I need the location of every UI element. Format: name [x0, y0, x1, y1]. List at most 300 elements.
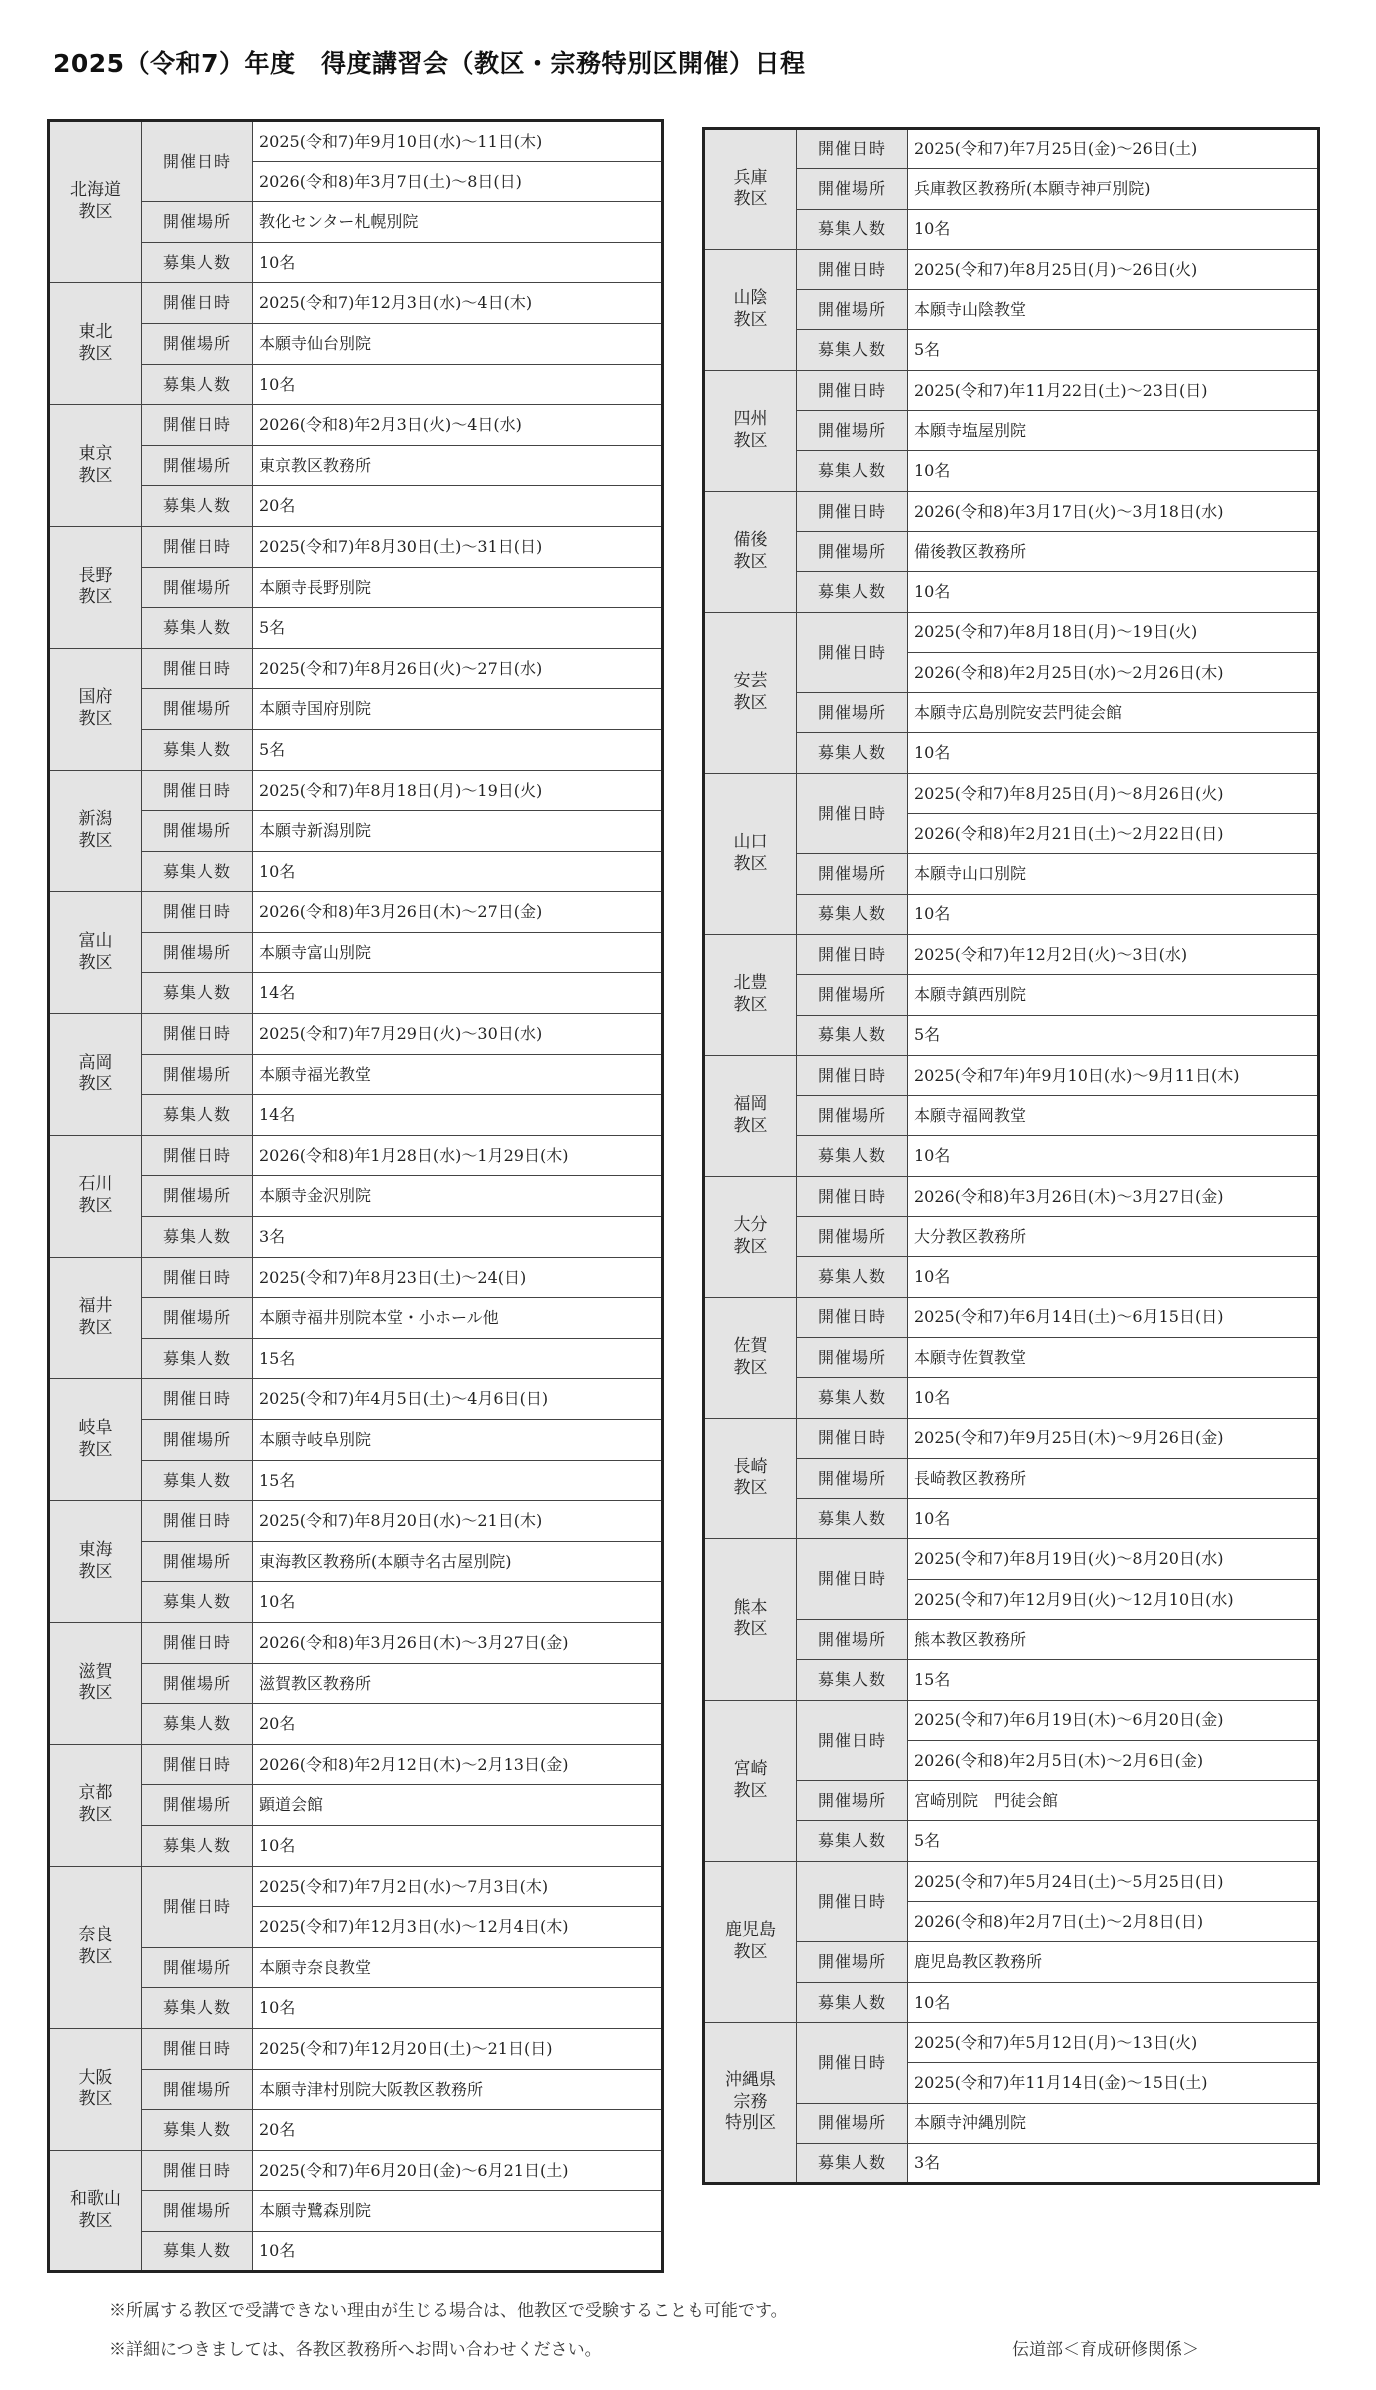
- district-row: [49, 2191, 663, 2232]
- district-name-text: 東北 教区: [78, 322, 113, 364]
- district-row: [49, 689, 663, 730]
- district-row: [49, 892, 663, 933]
- place-label: 開催場所: [142, 445, 253, 486]
- place-label: 開催場所: [797, 411, 908, 451]
- district-name-text: 新潟 教区: [78, 809, 113, 851]
- district-name: [704, 1418, 797, 1539]
- date-value: 2025(令和7)年5月12日(月)～13日(火): [908, 2022, 1319, 2062]
- date-value: 2025(令和7)年9月25日(木)～9月26日(金): [908, 1418, 1319, 1458]
- date-value: 2025(令和7)年7月25日(金)～26日(土): [908, 129, 1319, 169]
- count-value: 20名: [253, 2110, 663, 2151]
- district-row: [704, 1942, 1319, 1982]
- district-row: [49, 526, 663, 567]
- district-row: [49, 1460, 663, 1501]
- district-name-text: 宮崎 教区: [733, 1758, 768, 1801]
- district-row: [704, 733, 1319, 773]
- date-value: 2026(令和8)年2月12日(木)～2月13日(金): [253, 1744, 663, 1785]
- place-label: 開催場所: [797, 1096, 908, 1136]
- count-value: 10名: [253, 1582, 663, 1623]
- district-row: [704, 1700, 1319, 1740]
- district-name-text: 安芸 教区: [733, 670, 768, 713]
- district-row: [704, 1176, 1319, 1216]
- district-row: [704, 1660, 1319, 1700]
- district-name-text: 福岡 教区: [733, 1094, 768, 1136]
- district-row: [49, 811, 663, 852]
- place-label: 開催場所: [142, 202, 253, 243]
- count-value: 10名: [253, 851, 663, 892]
- district-name-text: 長崎 教区: [733, 1456, 768, 1499]
- count-value: 10名: [253, 2231, 663, 2272]
- count-label: 募集人数: [142, 2231, 253, 2272]
- date-label: 開催日時: [797, 129, 908, 169]
- district-name: [49, 770, 142, 892]
- count-label: 募集人数: [142, 1704, 253, 1745]
- district-row: [704, 1378, 1319, 1418]
- date-label: 開催日時: [797, 1055, 908, 1095]
- district-row: [49, 2069, 663, 2110]
- place-value: 東京教区教務所: [253, 445, 663, 486]
- district-row: [704, 1015, 1319, 1055]
- district-row: [49, 1744, 663, 1785]
- count-label: 募集人数: [797, 2143, 908, 2183]
- count-value: 10名: [908, 209, 1319, 249]
- district-row: [49, 1379, 663, 1420]
- place-value: 本願寺金沢別院: [253, 1176, 663, 1217]
- count-label: 募集人数: [797, 209, 908, 249]
- date-label: 開催日時: [797, 1297, 908, 1337]
- date-label: 開催日時: [142, 1257, 253, 1298]
- count-value: 10名: [908, 733, 1319, 773]
- place-label: 開催場所: [797, 290, 908, 330]
- date-label: 開催日時: [797, 249, 908, 289]
- district-row: [704, 1217, 1319, 1257]
- count-label: 募集人数: [142, 1582, 253, 1623]
- place-label: 開催場所: [142, 1947, 253, 1988]
- place-value: 本願寺鎮西別院: [908, 975, 1319, 1015]
- district-name-text: 京都 教区: [78, 1783, 113, 1826]
- place-label: 開催場所: [142, 567, 253, 608]
- district-name: [49, 1014, 142, 1136]
- district-row: [49, 242, 663, 283]
- place-value: 本願寺塩屋別院: [908, 411, 1319, 451]
- count-label: 募集人数: [797, 451, 908, 491]
- date-label: 開催日時: [142, 1135, 253, 1176]
- date-label: 開催日時: [142, 892, 253, 933]
- count-value: 5名: [908, 330, 1319, 370]
- place-value: 本願寺広島別院安芸門徒会館: [908, 693, 1319, 733]
- count-label: 募集人数: [142, 973, 253, 1014]
- place-label: 開催場所: [797, 693, 908, 733]
- place-label: 開催場所: [797, 2103, 908, 2143]
- district-row: [49, 2231, 663, 2272]
- district-row: [49, 1257, 663, 1298]
- district-row: [704, 491, 1319, 531]
- count-value: 15名: [253, 1338, 663, 1379]
- count-value: 3名: [253, 1217, 663, 1258]
- district-name-text: 石川 教区: [78, 1174, 113, 1217]
- date-value: 2025(令和7)年12月20日(土)～21日(日): [253, 2028, 663, 2069]
- schedule-table-left: [47, 119, 664, 2273]
- district-name-text: 滋賀 教区: [78, 1661, 113, 1704]
- district-row: [704, 894, 1319, 934]
- place-value: 本願寺富山別院: [253, 932, 663, 973]
- count-label: 募集人数: [142, 364, 253, 405]
- date-label: 開催日時: [142, 770, 253, 811]
- district-name: [49, 1379, 142, 1501]
- place-value: 熊本教区教務所: [908, 1619, 1319, 1659]
- district-row: [704, 1821, 1319, 1861]
- district-row: [49, 932, 663, 973]
- district-row: [704, 209, 1319, 249]
- date-value: 2025(令和7)年12月3日(水)～12月4日(木): [253, 1907, 663, 1948]
- date-value: 2025(令和7)年8月18日(月)～19日(火): [253, 770, 663, 811]
- date-value: 2025(令和7)年8月25日(月)～26日(火): [908, 249, 1319, 289]
- date-label: 開催日時: [797, 1176, 908, 1216]
- district-name-text: 佐賀 教区: [733, 1335, 768, 1378]
- district-name-text: 沖縄県 宗務 特別区: [725, 2069, 776, 2134]
- district-name: [49, 2150, 142, 2272]
- date-value: 2025(令和7)年8月25日(月)～8月26日(火): [908, 773, 1319, 813]
- count-value: 10名: [908, 1136, 1319, 1176]
- count-label: 募集人数: [797, 1136, 908, 1176]
- date-value: 2025(令和7)年8月23日(土)～24(日): [253, 1257, 663, 1298]
- place-value: 長崎教区教務所: [908, 1458, 1319, 1498]
- district-name-text: 北豊 教区: [733, 973, 768, 1015]
- count-label: 募集人数: [142, 2110, 253, 2151]
- district-row: [704, 854, 1319, 894]
- count-label: 募集人数: [797, 330, 908, 370]
- district-row: [49, 202, 663, 243]
- district-name: [704, 2022, 797, 2183]
- district-row: [49, 973, 663, 1014]
- count-label: 募集人数: [142, 242, 253, 283]
- count-value: 5名: [253, 608, 663, 649]
- place-value: 滋賀教区教務所: [253, 1663, 663, 1704]
- district-row: [49, 1338, 663, 1379]
- district-row: [49, 2028, 663, 2069]
- count-value: 10名: [253, 242, 663, 283]
- place-value: 本願寺福井別院本堂・小ホール他: [253, 1298, 663, 1339]
- date-value: 2026(令和8)年2月7日(土)～2月8日(日): [908, 1902, 1319, 1942]
- district-row: [49, 1176, 663, 1217]
- district-row: [49, 1501, 663, 1542]
- place-value: 本願寺奈良教堂: [253, 1947, 663, 1988]
- schedule-table-right: [702, 127, 1320, 2185]
- district-name: [49, 1866, 142, 2028]
- place-value: 本願寺新潟別院: [253, 811, 663, 852]
- place-label: 開催場所: [797, 975, 908, 1015]
- date-value: 2026(令和8)年2月5日(木)～2月6日(金): [908, 1740, 1319, 1780]
- date-label: 開催日時: [142, 1501, 253, 1542]
- date-value: 2025(令和7)年8月30日(土)～31日(日): [253, 526, 663, 567]
- district-name: [49, 1135, 142, 1257]
- count-value: 10名: [908, 451, 1319, 491]
- district-name-text: 大分 教区: [733, 1214, 768, 1257]
- place-label: 開催場所: [142, 1176, 253, 1217]
- place-value: 本願寺仙台別院: [253, 323, 663, 364]
- count-value: 10名: [908, 1499, 1319, 1539]
- date-value: 2025(令和7)年8月19日(火)～8月20日(水): [908, 1539, 1319, 1579]
- date-value: 2025(令和7年)年9月10日(水)～9月11日(木): [908, 1055, 1319, 1095]
- place-value: 本願寺長野別院: [253, 567, 663, 608]
- count-value: 10名: [253, 1988, 663, 2029]
- count-value: 10名: [908, 894, 1319, 934]
- district-row: [704, 2022, 1319, 2062]
- count-value: 10名: [908, 572, 1319, 612]
- count-label: 募集人数: [797, 1821, 908, 1861]
- date-label: 開催日時: [797, 934, 908, 974]
- place-label: 開催場所: [797, 854, 908, 894]
- district-name: [49, 1744, 142, 1866]
- page-title: 2025（令和7）年度 得度講習会（教区・宗務特別区開催）日程: [53, 49, 806, 78]
- place-label: 開催場所: [797, 169, 908, 209]
- district-name-text: 東海 教区: [78, 1539, 113, 1582]
- district-row: [49, 1866, 663, 1907]
- district-row: [49, 1582, 663, 1623]
- count-label: 募集人数: [142, 486, 253, 527]
- date-label: 開催日時: [797, 2022, 908, 2103]
- place-value: 本願寺山陰教堂: [908, 290, 1319, 330]
- district-row: [704, 1982, 1319, 2022]
- district-name: [49, 1622, 142, 1744]
- district-row: [704, 1257, 1319, 1297]
- district-name: [704, 370, 797, 491]
- date-label: 開催日時: [142, 121, 253, 202]
- place-label: 開催場所: [797, 1619, 908, 1659]
- count-value: 14名: [253, 1095, 663, 1136]
- district-row: [49, 851, 663, 892]
- district-row: [704, 1619, 1319, 1659]
- place-value: 本願寺鷺森別院: [253, 2191, 663, 2232]
- district-name-text: 山口 教区: [733, 832, 768, 874]
- date-value: 2025(令和7)年7月2日(水)～7月3日(木): [253, 1866, 663, 1907]
- district-name-text: 四州 教区: [733, 408, 768, 451]
- district-row: [49, 1014, 663, 1055]
- place-label: 開催場所: [142, 1054, 253, 1095]
- date-value: 2025(令和7)年12月2日(火)～3日(水): [908, 934, 1319, 974]
- count-label: 募集人数: [142, 1825, 253, 1866]
- district-name: [49, 648, 142, 770]
- place-label: 開催場所: [142, 689, 253, 730]
- district-row: [704, 451, 1319, 491]
- place-label: 開催場所: [797, 1781, 908, 1821]
- date-label: 開催日時: [142, 283, 253, 324]
- district-row: [49, 1541, 663, 1582]
- district-row: [49, 364, 663, 405]
- count-label: 募集人数: [797, 1378, 908, 1418]
- district-name-text: 国府 教区: [78, 687, 113, 730]
- district-row: [704, 370, 1319, 410]
- place-value: 本願寺岐阜別院: [253, 1420, 663, 1461]
- district-name-text: 備後 教区: [733, 529, 768, 572]
- district-row: [49, 1663, 663, 1704]
- district-row: [49, 1825, 663, 1866]
- date-value: 2026(令和8)年2月21日(土)～2月22日(日): [908, 814, 1319, 854]
- district-name: [704, 129, 797, 250]
- district-name-text: 鹿児島 教区: [725, 1920, 776, 1962]
- district-name-text: 高岡 教区: [78, 1052, 113, 1095]
- date-label: 開催日時: [797, 370, 908, 410]
- district-name: [49, 1257, 142, 1379]
- date-value: 2025(令和7)年5月24日(土)～5月25日(日): [908, 1861, 1319, 1901]
- date-value: 2025(令和7)年6月19日(木)～6月20日(金): [908, 1700, 1319, 1740]
- district-name-text: 大阪 教区: [78, 2067, 113, 2110]
- date-label: 開催日時: [142, 1866, 253, 1947]
- date-value: 2025(令和7)年6月20日(金)～6月21日(土): [253, 2150, 663, 2191]
- district-row: [49, 1217, 663, 1258]
- footer-note-2: ※詳細につきましては、各教区教務所へお問い合わせください。: [109, 2340, 602, 2360]
- district-row: [704, 1499, 1319, 1539]
- date-label: 開催日時: [797, 1539, 908, 1620]
- district-row: [49, 729, 663, 770]
- district-name-text: 熊本 教区: [733, 1597, 768, 1640]
- count-value: 14名: [253, 973, 663, 1014]
- district-name: [704, 1539, 797, 1700]
- date-value: 2025(令和7)年12月3日(水)～4日(木): [253, 283, 663, 324]
- count-value: 5名: [253, 729, 663, 770]
- count-label: 募集人数: [797, 1982, 908, 2022]
- place-value: 本願寺福光教堂: [253, 1054, 663, 1095]
- place-label: 開催場所: [142, 1298, 253, 1339]
- date-label: 開催日時: [142, 405, 253, 446]
- district-name: [704, 1297, 797, 1418]
- date-value: 2025(令和7)年6月14日(土)～6月15日(日): [908, 1297, 1319, 1337]
- district-name-text: 奈良 教区: [78, 1925, 113, 1968]
- count-label: 募集人数: [142, 1095, 253, 1136]
- district-name-text: 福井 教区: [78, 1296, 113, 1339]
- count-label: 募集人数: [142, 729, 253, 770]
- place-label: 開催場所: [142, 1785, 253, 1826]
- count-label: 募集人数: [142, 1217, 253, 1258]
- date-value: 2025(令和7)年11月14日(金)～15日(土): [908, 2063, 1319, 2103]
- place-label: 開催場所: [797, 1458, 908, 1498]
- place-value: 東海教区教務所(本願寺名古屋別院): [253, 1541, 663, 1582]
- district-row: [704, 773, 1319, 813]
- place-label: 開催場所: [142, 1663, 253, 1704]
- place-label: 開催場所: [797, 1217, 908, 1257]
- footer-department: 伝道部＜育成研修関係＞: [1012, 2340, 1199, 2360]
- date-value: 2025(令和7)年8月26日(火)～27日(水): [253, 648, 663, 689]
- district-row: [704, 411, 1319, 451]
- count-value: 15名: [908, 1660, 1319, 1700]
- district-row: [49, 1095, 663, 1136]
- place-label: 開催場所: [142, 1420, 253, 1461]
- date-value: 2026(令和8)年3月7日(土)～8日(日): [253, 161, 663, 202]
- district-row: [49, 1054, 663, 1095]
- district-row: [704, 975, 1319, 1015]
- district-row: [49, 405, 663, 446]
- district-row: [704, 169, 1319, 209]
- count-label: 募集人数: [797, 572, 908, 612]
- count-label: 募集人数: [797, 894, 908, 934]
- count-value: 5名: [908, 1015, 1319, 1055]
- district-row: [704, 1861, 1319, 1901]
- date-value: 2026(令和8)年3月17日(火)～3月18日(水): [908, 491, 1319, 531]
- district-name: [704, 934, 797, 1055]
- district-row: [704, 1458, 1319, 1498]
- count-label: 募集人数: [142, 851, 253, 892]
- date-label: 開催日時: [797, 491, 908, 531]
- district-row: [49, 1420, 663, 1461]
- date-value: 2025(令和7)年8月20日(水)～21日(木): [253, 1501, 663, 1542]
- count-value: 20名: [253, 1704, 663, 1745]
- count-label: 募集人数: [797, 1015, 908, 1055]
- date-label: 開催日時: [142, 2150, 253, 2191]
- place-value: 教化センター札幌別院: [253, 202, 663, 243]
- district-name-text: 東京 教区: [78, 443, 113, 486]
- district-row: [49, 1785, 663, 1826]
- count-value: 10名: [908, 1982, 1319, 2022]
- count-value: 5名: [908, 1821, 1319, 1861]
- district-name: [704, 1700, 797, 1861]
- place-value: 本願寺山口別院: [908, 854, 1319, 894]
- place-label: 開催場所: [142, 1541, 253, 1582]
- date-value: 2025(令和7)年7月29日(火)～30日(水): [253, 1014, 663, 1055]
- district-row: [704, 1297, 1319, 1337]
- district-name: [49, 283, 142, 405]
- district-row: [704, 572, 1319, 612]
- district-name: [49, 405, 142, 527]
- district-row: [49, 2150, 663, 2191]
- footer-note-1: ※所属する教区で受講できない理由が生じる場合は、他教区で受験することも可能です。: [109, 2301, 788, 2321]
- district-name: [704, 773, 797, 934]
- place-label: 開催場所: [142, 2069, 253, 2110]
- place-value: 大分教区教務所: [908, 1217, 1319, 1257]
- count-value: 20名: [253, 486, 663, 527]
- place-label: 開催場所: [142, 811, 253, 852]
- place-value: 宮崎別院 門徒会館: [908, 1781, 1319, 1821]
- district-row: [704, 290, 1319, 330]
- district-name: [704, 1176, 797, 1297]
- district-name: [49, 2028, 142, 2150]
- date-label: 開催日時: [142, 1622, 253, 1663]
- count-label: 募集人数: [142, 1460, 253, 1501]
- district-name-text: 兵庫 教区: [733, 167, 768, 210]
- date-value: 2026(令和8)年3月26日(木)～3月27日(金): [908, 1176, 1319, 1216]
- district-row: [49, 2110, 663, 2151]
- district-name-text: 和歌山 教区: [70, 2188, 121, 2231]
- date-value: 2026(令和8)年3月26日(木)～27日(金): [253, 892, 663, 933]
- date-label: 開催日時: [142, 1379, 253, 1420]
- count-value: 10名: [908, 1378, 1319, 1418]
- date-label: 開催日時: [797, 1861, 908, 1942]
- date-value: 2026(令和8)年2月25日(水)～2月26日(木): [908, 652, 1319, 692]
- date-value: 2025(令和7)年12月9日(火)～12月10日(水): [908, 1579, 1319, 1619]
- district-row: [704, 1781, 1319, 1821]
- district-name: [704, 249, 797, 370]
- date-value: 2026(令和8)年3月26日(木)～3月27日(金): [253, 1622, 663, 1663]
- place-label: 開催場所: [142, 932, 253, 973]
- count-value: 10名: [908, 1257, 1319, 1297]
- district-row: [49, 1622, 663, 1663]
- place-value: 本願寺沖縄別院: [908, 2103, 1319, 2143]
- district-name: [49, 121, 142, 283]
- date-value: 2026(令和8)年1月28日(水)～1月29日(木): [253, 1135, 663, 1176]
- district-name-text: 富山 教区: [78, 930, 113, 973]
- district-row: [49, 486, 663, 527]
- date-label: 開催日時: [797, 612, 908, 693]
- date-value: 2025(令和7)年9月10日(水)～11日(木): [253, 121, 663, 162]
- count-value: 10名: [253, 364, 663, 405]
- district-row: [704, 1055, 1319, 1095]
- district-name-text: 長野 教区: [78, 565, 113, 608]
- district-name: [704, 1055, 797, 1176]
- date-label: 開催日時: [142, 2028, 253, 2069]
- place-label: 開催場所: [797, 531, 908, 571]
- place-label: 開催場所: [142, 2191, 253, 2232]
- date-label: 開催日時: [797, 773, 908, 854]
- district-name: [49, 1501, 142, 1623]
